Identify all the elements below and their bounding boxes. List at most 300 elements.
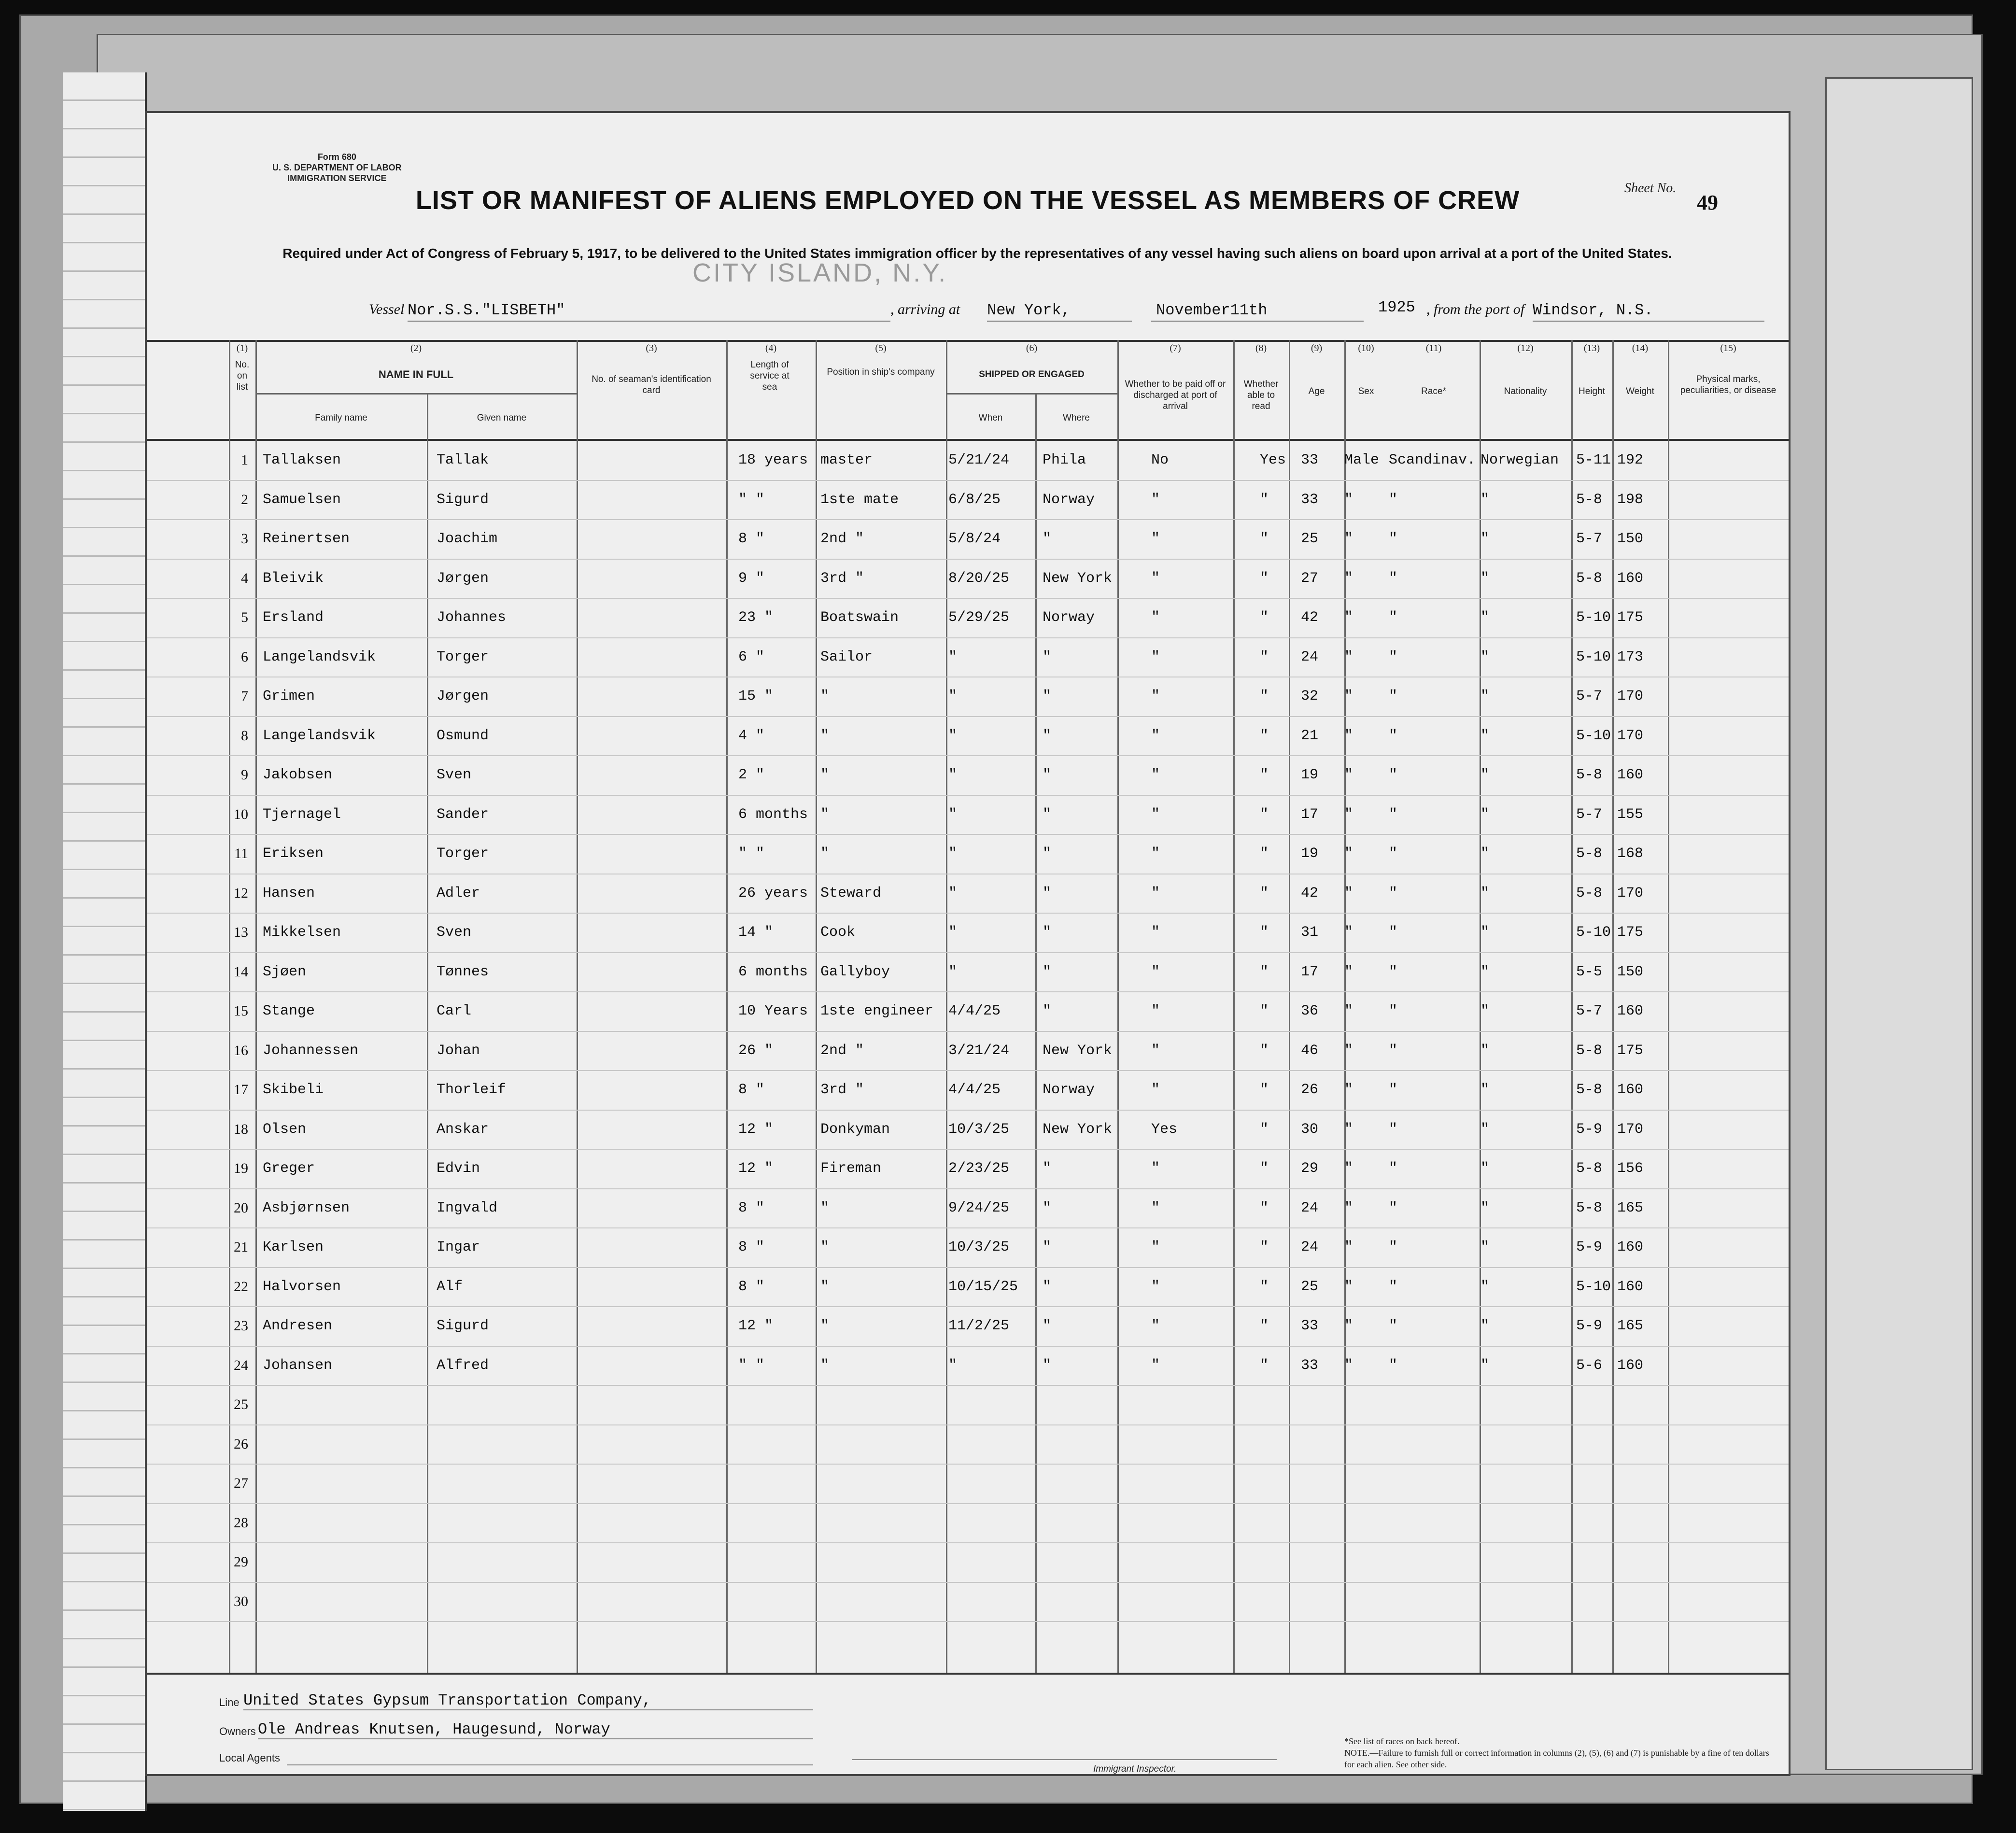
- cell-where: ": [1043, 649, 1052, 665]
- row-rule: [147, 755, 1789, 756]
- row-number: 7: [241, 688, 248, 704]
- cell-weight: 175: [1617, 609, 1644, 626]
- cell-family: Andresen: [263, 1318, 333, 1334]
- row-rule: [147, 1542, 1789, 1543]
- row-rule: [147, 991, 1789, 992]
- cell-service: 6 months: [738, 806, 808, 823]
- col-family-name: Family name: [315, 413, 367, 423]
- cell-weight: 156: [1617, 1160, 1644, 1177]
- cell-paid: ": [1151, 609, 1160, 626]
- cell-height: 5-10: [1576, 649, 1611, 665]
- cell-age: 42: [1301, 885, 1319, 902]
- cell-position: 1ste mate: [820, 491, 899, 508]
- cell-where: ": [1043, 1318, 1052, 1334]
- cell-service: 23 ": [738, 609, 774, 626]
- cell-service: 8 ": [738, 1199, 765, 1216]
- cell-age: 30: [1301, 1121, 1319, 1138]
- cell-position: ": [820, 727, 830, 744]
- cell-where: Phila: [1043, 452, 1086, 468]
- cell-service: 10 Years: [738, 1003, 808, 1019]
- cell-position: 1ste engineer: [820, 1003, 934, 1019]
- cell-height: 5-9: [1576, 1121, 1603, 1138]
- cell-weight: 192: [1617, 452, 1644, 468]
- cell-sex: ": [1344, 1082, 1353, 1098]
- cell-height: 5-10: [1576, 727, 1611, 744]
- cell-paid: ": [1151, 1239, 1160, 1255]
- cell-age: 19: [1301, 846, 1319, 862]
- col-race: Race*: [1421, 386, 1446, 396]
- cell-sex: ": [1344, 1199, 1353, 1216]
- local-agents-label: Local Agents: [219, 1752, 280, 1764]
- cell-when: ": [948, 727, 958, 744]
- cell-read: ": [1260, 727, 1269, 744]
- owners-value: Ole Andreas Knutsen, Haugesund, Norway: [258, 1720, 610, 1738]
- row-number: 26: [234, 1436, 248, 1452]
- cell-race: ": [1389, 1318, 1398, 1334]
- cell-nationality: ": [1480, 649, 1490, 665]
- cell-when: 10/3/25: [948, 1121, 1010, 1138]
- cell-paid: ": [1151, 1278, 1160, 1295]
- cell-weight: 170: [1617, 688, 1644, 705]
- form-id: Form 680 U. S. DEPARTMENT OF LABOR IMMIGRATION SERVICE: [272, 152, 402, 183]
- cell-service: " ": [738, 1357, 765, 1374]
- col-sex: Sex: [1358, 386, 1374, 396]
- cell-family: Johansen: [263, 1357, 333, 1374]
- cell-race: ": [1389, 1160, 1398, 1177]
- cell-race: ": [1389, 1121, 1398, 1138]
- cell-where: ": [1043, 1003, 1052, 1019]
- cell-height: 5-11: [1576, 452, 1611, 468]
- cell-paid: ": [1151, 1160, 1160, 1177]
- cell-position: Boatswain: [820, 609, 899, 626]
- cell-age: 33: [1301, 491, 1319, 508]
- cell-given: Alf: [437, 1278, 463, 1295]
- cell-service: 12 ": [738, 1160, 774, 1177]
- cell-family: Tallaksen: [263, 452, 341, 468]
- row-number: 27: [234, 1475, 248, 1491]
- cell-service: 18 years: [738, 452, 808, 468]
- cell-when: 4/4/25: [948, 1003, 1001, 1019]
- cell-paid: ": [1151, 767, 1160, 783]
- cell-when: 4/4/25: [948, 1082, 1001, 1098]
- cell-paid: ": [1151, 531, 1160, 547]
- cell-age: 19: [1301, 767, 1319, 783]
- col-seaman-id: No. of seaman's identification card: [592, 374, 711, 395]
- row-number: 25: [234, 1396, 248, 1412]
- cell-weight: 150: [1617, 963, 1644, 980]
- cell-nationality: ": [1480, 570, 1490, 587]
- cell-family: Eriksen: [263, 846, 324, 862]
- cell-race: ": [1389, 963, 1398, 980]
- sheet-label: Sheet No.: [1624, 181, 1677, 196]
- cell-height: 5-8: [1576, 570, 1603, 587]
- cell-nationality: Norwegian: [1480, 452, 1559, 468]
- crew-table: (1) (2) (3) (4) (5) (6) (7) (8) (9) (10) (11) (12) (13) (14) (15) No. on list NAME IN FULL Family name Given name No. of seaman's identification card Length of service at sea Position in ship's company SHIPPED OR ENGAGED When Where Whether to be paid off or discharged at port of arrival Whether able to read Age Sex Race* Nationality Height Weight Physical marks, peculiarities, or disease 1 Tallaksen Tallak 18 years master 5/21/24 Phila No Yes 33 Male Scandinav. Norwegian 5-11 192 2 Samuelsen Sigurd " " 1ste mate 6/8/25 Norway " " 33 " " " 5-8 198 3 Reinertsen Joachim 8 " 2nd " 5/8/24 " " " 25 " " " 5-7 150 4 Bleivik Jørgen 9 " 3rd " 8/20/25 New York " " 27 " " " 5-8 160 5 Ersland Johannes 23 " Boatswain 5/29/25 Norway " " 42 " " " 5-10 175 6 Langelandsvik Torger 6 " Sailor " " " " 24 " " " 5-10 173 7 Grimen Jørgen 15 " " " " " " 32 " " " 5-7 170 8 Langelandsvik Osmund 4 " " " " " " 21 " " " 5-10 170 9 Jakobsen Sven 2 " " " " " " 19 " " " 5-8 160 10 Tjernagel Sander 6 months " " " " " 17 " " " 5-7 155 11 Eriksen Torger " " " " " " " 19 " " " 5-8 168 12 Hansen Adler 26 years Steward " " " " 42 " " " 5-8 170 13 Mikkelsen Sven 14 " Cook " " " " 31 " " " 5-10 175 14 Sjøen Tønnes 6 months Gallyboy " " " " 17 " " " 5-5 150 15 Stange Carl 10 Years 1ste engineer 4/4/25 " " " 36 " " " 5-7 160 16 Johannessen Johan 26 " 2nd " 3/21/24 New York " " 46 " " " 5-8 175 17 Skibeli Thorleif 8 " 3rd " 4/4/25 Norway " " 26 " " " 5-8 160 18 Olsen Anskar 12 " Donkyman 10/3/25 New York Yes " 30 " " " 5-9 170 19 Greger Edvin 12 " Fireman 2/23/25 " " " 29 " " " 5-8 156 20 Asbjørnsen Ingvald 8 " " 9/24/25 " " " 24 " " " 5-8 165 21 Karlsen Ingar 8 " " 10/3/25 " " " 24 " " " 5-9 160 22 Halvorsen Alf 8 " " 10/15/25 " " " 25 " " " 5-10 160 23 Andresen Sigurd 12 " " 11/2/25 " " " 33 " " " 5-9 165 24 Johansen Alfred " " " " " " " 33 " " " 5-6 160 25 26 27 28 29 30: [147, 340, 1789, 1673]
- cell-when: 6/8/25: [948, 491, 1001, 508]
- cell-sex: ": [1344, 1278, 1353, 1295]
- cell-position: 3rd ": [820, 570, 864, 587]
- cell-nationality: ": [1480, 1278, 1490, 1295]
- row-rule: [147, 1267, 1789, 1268]
- cell-weight: 160: [1617, 1239, 1644, 1255]
- cell-where: Norway: [1043, 491, 1095, 508]
- cell-sex: ": [1344, 846, 1353, 862]
- cell-race: ": [1389, 649, 1398, 665]
- row-rule: [147, 1070, 1789, 1071]
- row-number: 3: [241, 531, 248, 547]
- cell-given: Carl: [437, 1003, 472, 1019]
- cell-read: ": [1260, 1042, 1269, 1059]
- cell-when: 10/3/25: [948, 1239, 1010, 1255]
- cell-service: 12 ": [738, 1318, 774, 1334]
- cell-read: ": [1260, 1278, 1269, 1295]
- row-number: 1: [241, 452, 248, 468]
- inspector-label: Immigrant Inspector.: [1093, 1764, 1177, 1774]
- row-number: 10: [234, 806, 248, 822]
- row-number: 20: [234, 1199, 248, 1216]
- cell-when: 5/8/24: [948, 531, 1001, 547]
- row-number: 14: [234, 963, 248, 980]
- cell-weight: 165: [1617, 1318, 1644, 1334]
- cell-paid: ": [1151, 1042, 1160, 1059]
- cell-family: Reinertsen: [263, 531, 350, 547]
- cell-weight: 160: [1617, 570, 1644, 587]
- cell-nationality: ": [1480, 1199, 1490, 1216]
- cell-height: 5-10: [1576, 1278, 1611, 1295]
- cell-when: 5/21/24: [948, 452, 1010, 468]
- cell-position: 2nd ": [820, 1042, 864, 1059]
- cell-weight: 160: [1617, 1003, 1644, 1019]
- cell-race: ": [1389, 531, 1398, 547]
- cell-where: ": [1043, 727, 1052, 744]
- cell-family: Olsen: [263, 1121, 307, 1138]
- cell-height: 5-7: [1576, 531, 1603, 547]
- cell-service: 15 ": [738, 688, 774, 705]
- cell-sex: ": [1344, 491, 1353, 508]
- col-age: Age: [1308, 386, 1325, 396]
- row-number: 4: [241, 570, 248, 586]
- cell-read: ": [1260, 846, 1269, 862]
- cell-read: ": [1260, 1160, 1269, 1177]
- cell-age: 33: [1301, 452, 1319, 468]
- row-rule: [147, 795, 1789, 796]
- col-weight: Weight: [1626, 386, 1654, 396]
- cell-age: 36: [1301, 1003, 1319, 1019]
- vessel-line: Vessel Nor.S.S."LISBETH" , arriving at New York, November11th 1925 , from the port of Windsor, N.S.: [369, 301, 1769, 325]
- cell-read: ": [1260, 1357, 1269, 1374]
- cell-paid: No: [1151, 452, 1169, 468]
- cell-family: Johannessen: [263, 1042, 359, 1059]
- cell-race: ": [1389, 885, 1398, 902]
- col-paid-off: Whether to be paid off or discharged at port of arrival: [1125, 379, 1226, 411]
- cell-given: Jørgen: [437, 688, 489, 705]
- cell-family: Langelandsvik: [263, 649, 376, 665]
- cell-read: ": [1260, 688, 1269, 705]
- cell-height: 5-10: [1576, 924, 1611, 941]
- row-rule: [147, 1503, 1789, 1504]
- cell-nationality: ": [1480, 1003, 1490, 1019]
- cell-race: ": [1389, 727, 1398, 744]
- sheet-number: 49: [1697, 191, 1718, 214]
- cell-paid: ": [1151, 688, 1160, 705]
- cell-service: 8 ": [738, 1082, 765, 1098]
- cell-nationality: ": [1480, 1357, 1490, 1374]
- cell-position: ": [820, 688, 830, 705]
- cell-position: ": [820, 767, 830, 783]
- vessel-name: Nor.S.S."LISBETH": [408, 301, 565, 319]
- row-number: 12: [234, 885, 248, 901]
- row-rule: [147, 519, 1789, 520]
- cell-race: Scandinav.: [1389, 452, 1476, 468]
- cell-position: ": [820, 1278, 830, 1295]
- cell-paid: ": [1151, 491, 1160, 508]
- cell-sex: ": [1344, 924, 1353, 941]
- cell-race: ": [1389, 1042, 1398, 1059]
- cell-position: Sailor: [820, 649, 873, 665]
- cell-race: ": [1389, 1199, 1398, 1216]
- cell-read: ": [1260, 531, 1269, 547]
- row-number: 19: [234, 1160, 248, 1176]
- cell-when: ": [948, 1357, 958, 1374]
- cell-service: 9 ": [738, 570, 765, 587]
- row-number: 22: [234, 1278, 248, 1295]
- manifest-sheet: [145, 111, 1790, 1776]
- cell-position: ": [820, 1239, 830, 1255]
- cell-sex: ": [1344, 1121, 1353, 1138]
- cell-age: 31: [1301, 924, 1319, 941]
- row-rule: [147, 1227, 1789, 1228]
- cell-given: Ingar: [437, 1239, 480, 1255]
- cell-paid: ": [1151, 924, 1160, 941]
- cell-read: ": [1260, 649, 1269, 665]
- cell-race: ": [1389, 1278, 1398, 1295]
- row-rule: [147, 598, 1789, 599]
- cell-paid: ": [1151, 1357, 1160, 1374]
- cell-sex: ": [1344, 1318, 1353, 1334]
- cell-weight: 170: [1617, 885, 1644, 902]
- cell-given: Tønnes: [437, 963, 489, 980]
- cell-when: 11/2/25: [948, 1318, 1010, 1334]
- col-height: Height: [1579, 386, 1605, 396]
- cell-height: 5-8: [1576, 1160, 1603, 1177]
- back-sheet-right: [1825, 77, 1973, 1770]
- cell-nationality: ": [1480, 1160, 1490, 1177]
- cell-family: Sjøen: [263, 963, 307, 980]
- cell-service: 6 ": [738, 649, 765, 665]
- cell-paid: ": [1151, 570, 1160, 587]
- cell-race: ": [1389, 1003, 1398, 1019]
- cell-age: 24: [1301, 649, 1319, 665]
- cell-position: master: [820, 452, 873, 468]
- cell-family: Langelandsvik: [263, 727, 376, 744]
- cell-sex: ": [1344, 1042, 1353, 1059]
- cell-read: ": [1260, 1121, 1269, 1138]
- cell-service: " ": [738, 846, 765, 862]
- cell-service: 14 ": [738, 924, 774, 941]
- cell-where: ": [1043, 846, 1052, 862]
- cell-race: ": [1389, 1357, 1398, 1374]
- cell-weight: 175: [1617, 924, 1644, 941]
- cell-nationality: ": [1480, 767, 1490, 783]
- cell-family: Stange: [263, 1003, 315, 1019]
- cell-paid: ": [1151, 963, 1160, 980]
- cell-where: ": [1043, 531, 1052, 547]
- cell-given: Thorleif: [437, 1082, 507, 1098]
- cell-given: Torger: [437, 649, 489, 665]
- cell-race: ": [1389, 609, 1398, 626]
- cell-sex: ": [1344, 1239, 1353, 1255]
- cell-age: 25: [1301, 1278, 1319, 1295]
- cell-weight: 175: [1617, 1042, 1644, 1059]
- cell-family: Bleivik: [263, 570, 324, 587]
- arrival-date: November11th: [1156, 301, 1268, 319]
- cell-race: ": [1389, 846, 1398, 862]
- row-number: 8: [241, 727, 248, 744]
- cell-service: 12 ": [738, 1121, 774, 1138]
- cell-age: 46: [1301, 1042, 1319, 1059]
- cell-paid: ": [1151, 1199, 1160, 1216]
- row-rule: [147, 1188, 1789, 1189]
- row-rule: [147, 1621, 1789, 1622]
- cell-race: ": [1389, 806, 1398, 823]
- cell-family: Grimen: [263, 688, 315, 705]
- cell-family: Tjernagel: [263, 806, 341, 823]
- cell-age: 21: [1301, 727, 1319, 744]
- cell-nationality: ": [1480, 727, 1490, 744]
- cell-nationality: ": [1480, 924, 1490, 941]
- cell-race: ": [1389, 491, 1398, 508]
- row-rule: [147, 1385, 1789, 1386]
- cell-where: ": [1043, 688, 1052, 705]
- row-number: 30: [234, 1593, 248, 1609]
- cell-paid: ": [1151, 1082, 1160, 1098]
- cell-where: ": [1043, 1278, 1052, 1295]
- row-rule: [147, 559, 1789, 560]
- cell-given: Tallak: [437, 452, 489, 468]
- cell-position: Fireman: [820, 1160, 882, 1177]
- cell-paid: ": [1151, 806, 1160, 823]
- cell-weight: 170: [1617, 727, 1644, 744]
- cell-sex: ": [1344, 963, 1353, 980]
- cell-weight: 160: [1617, 1357, 1644, 1374]
- cell-nationality: ": [1480, 1082, 1490, 1098]
- cell-given: Alfred: [437, 1357, 489, 1374]
- cell-sex: ": [1344, 1357, 1353, 1374]
- cell-age: 29: [1301, 1160, 1319, 1177]
- cell-where: ": [1043, 1239, 1052, 1255]
- col-nationality: Nationality: [1504, 386, 1547, 396]
- cell-sex: ": [1344, 688, 1353, 705]
- cell-family: Ersland: [263, 609, 324, 626]
- row-number: 9: [241, 767, 248, 783]
- cell-when: 10/15/25: [948, 1278, 1018, 1295]
- cell-given: Sven: [437, 767, 472, 783]
- cell-height: 5-8: [1576, 1082, 1603, 1098]
- cell-weight: 155: [1617, 806, 1644, 823]
- cell-given: Sander: [437, 806, 489, 823]
- cell-nationality: ": [1480, 1318, 1490, 1334]
- cell-when: ": [948, 688, 958, 705]
- col-no-on-list: No. on list: [235, 360, 250, 392]
- cell-age: 17: [1301, 963, 1319, 980]
- cell-weight: 160: [1617, 767, 1644, 783]
- cell-where: Norway: [1043, 1082, 1095, 1098]
- cell-read: ": [1260, 570, 1269, 587]
- cell-height: 5-8: [1576, 767, 1603, 783]
- cell-family: Asbjørnsen: [263, 1199, 350, 1216]
- cell-when: 8/20/25: [948, 570, 1010, 587]
- row-rule: [147, 716, 1789, 717]
- cell-height: 5-9: [1576, 1318, 1603, 1334]
- cell-position: 3rd ": [820, 1082, 864, 1098]
- cell-where: ": [1043, 924, 1052, 941]
- cell-read: ": [1260, 1318, 1269, 1334]
- cell-where: New York: [1043, 1042, 1113, 1059]
- cell-when: 3/21/24: [948, 1042, 1010, 1059]
- cell-family: Skibeli: [263, 1082, 324, 1098]
- cell-service: 6 months: [738, 963, 808, 980]
- cell-nationality: ": [1480, 806, 1490, 823]
- cell-height: 5-8: [1576, 846, 1603, 862]
- cell-read: ": [1260, 609, 1269, 626]
- cell-race: ": [1389, 1239, 1398, 1255]
- cell-when: 9/24/25: [948, 1199, 1010, 1216]
- cell-position: 2nd ": [820, 531, 864, 547]
- arrival-year: 1925: [1378, 298, 1415, 316]
- cell-height: 5-8: [1576, 491, 1603, 508]
- cell-service: 2 ": [738, 767, 765, 783]
- cell-read: ": [1260, 491, 1269, 508]
- cell-position: ": [820, 1357, 830, 1374]
- cell-paid: Yes: [1151, 1121, 1178, 1138]
- cell-weight: 150: [1617, 531, 1644, 547]
- row-number: 28: [234, 1514, 248, 1531]
- cell-position: Donkyman: [820, 1121, 890, 1138]
- row-number: 17: [234, 1082, 248, 1098]
- cell-given: Ingvald: [437, 1199, 498, 1216]
- cell-height: 5-7: [1576, 688, 1603, 705]
- row-number: 23: [234, 1318, 248, 1334]
- cell-read: ": [1260, 806, 1269, 823]
- row-rule: [147, 1424, 1789, 1425]
- col-position: Position in ship's company: [827, 367, 935, 377]
- cell-service: 26 ": [738, 1042, 774, 1059]
- cell-service: 4 ": [738, 727, 765, 744]
- row-number: 18: [234, 1121, 248, 1137]
- cell-height: 5-8: [1576, 885, 1603, 902]
- cell-service: 8 ": [738, 1239, 765, 1255]
- cell-read: ": [1260, 767, 1269, 783]
- cell-height: 5-8: [1576, 1199, 1603, 1216]
- line-value: United States Gypsum Transportation Company,: [243, 1692, 651, 1709]
- cell-weight: 168: [1617, 846, 1644, 862]
- cell-when: ": [948, 963, 958, 980]
- cell-read: ": [1260, 1003, 1269, 1019]
- row-number: 13: [234, 924, 248, 940]
- cell-race: ": [1389, 1082, 1398, 1098]
- cell-when: ": [948, 806, 958, 823]
- cell-nationality: ": [1480, 963, 1490, 980]
- cell-nationality: ": [1480, 491, 1490, 508]
- cell-read: ": [1260, 885, 1269, 902]
- cell-nationality: ": [1480, 531, 1490, 547]
- cell-sex: Male: [1344, 452, 1380, 468]
- cell-family: Samuelsen: [263, 491, 341, 508]
- cell-paid: ": [1151, 885, 1160, 902]
- cell-given: Joachim: [437, 531, 498, 547]
- row-rule: [147, 1346, 1789, 1347]
- cell-when: ": [948, 846, 958, 862]
